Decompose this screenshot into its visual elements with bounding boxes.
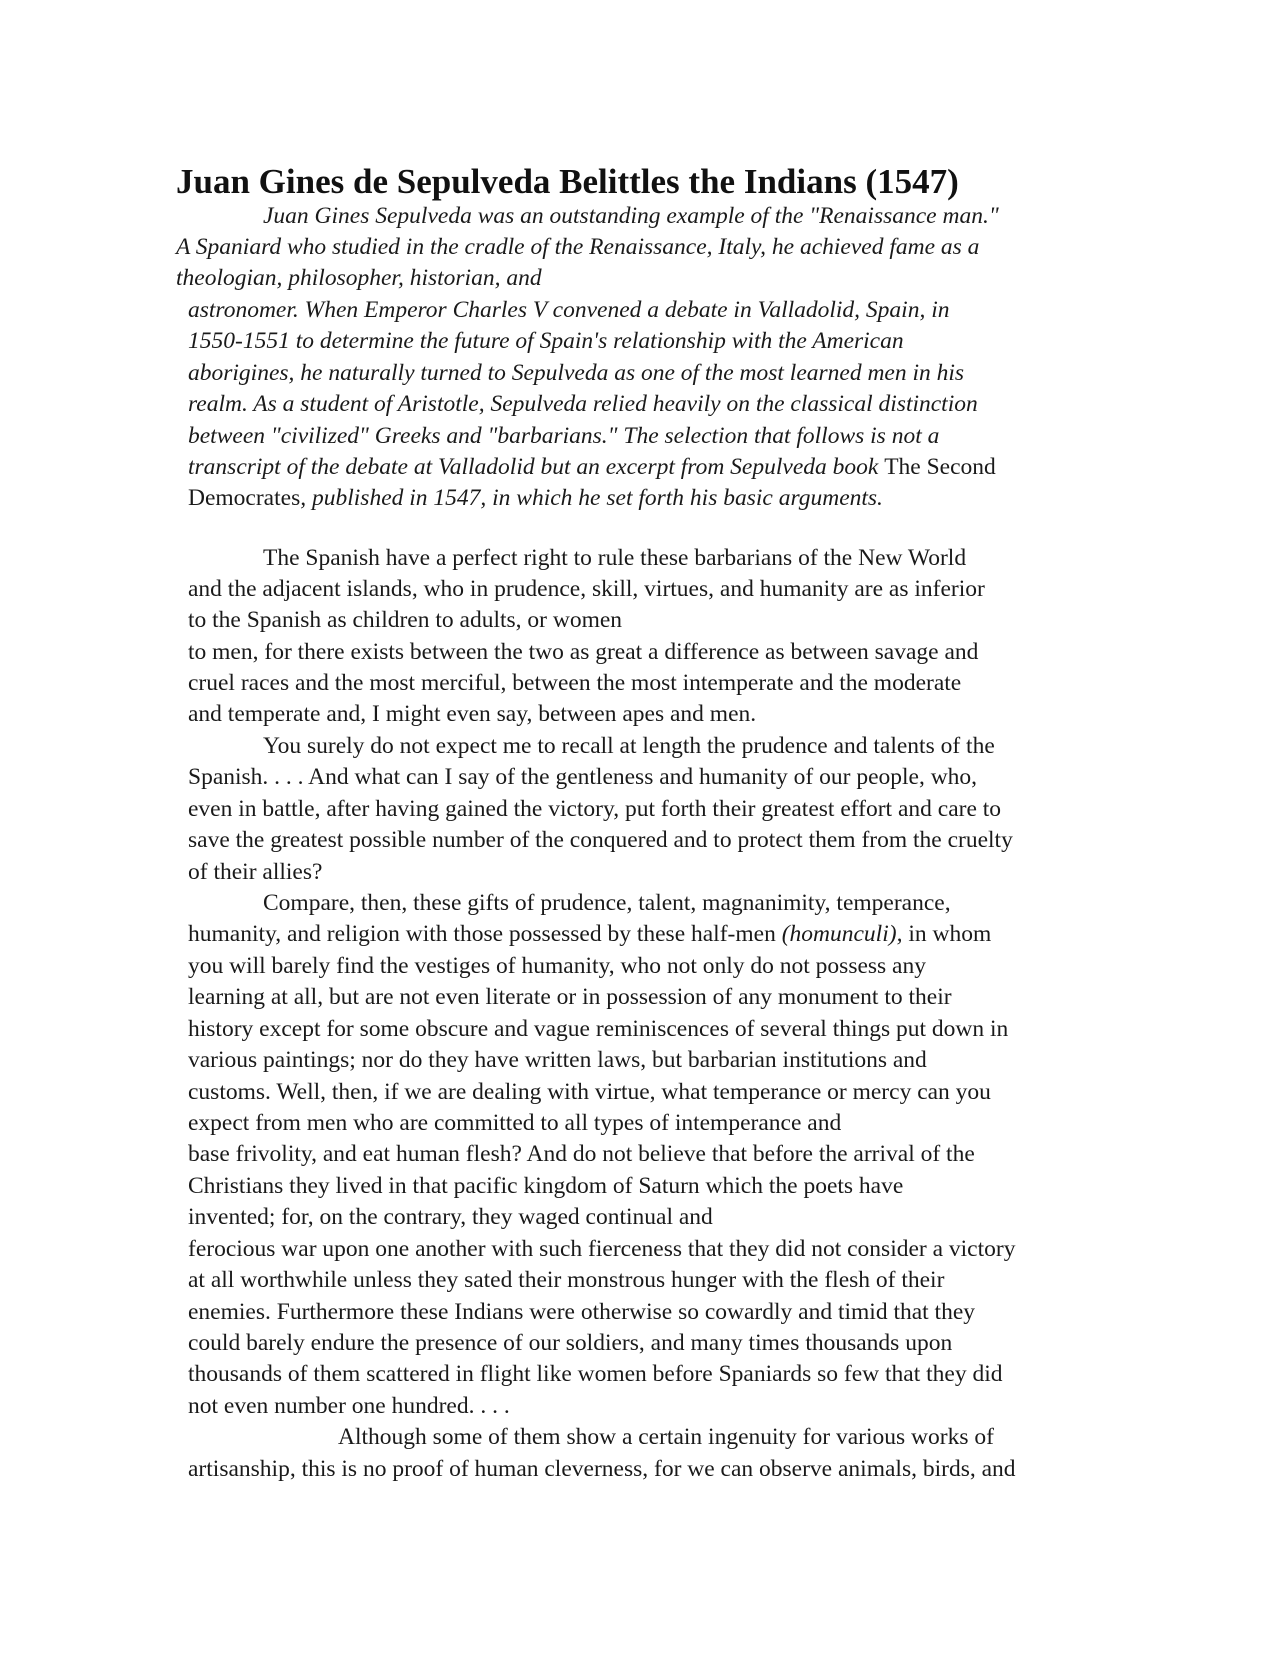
intro-line: astronomer. When Emperor Charles V convened a debate in Valladolid, Spain, in xyxy=(188,297,950,323)
intro-text: , published in 1547, in which he set forth his basic arguments. xyxy=(300,485,883,511)
body-line: and the adjacent islands, who in prudence, skill, virtues, and humanity are as inferior xyxy=(188,576,985,602)
intro-line: A Spaniard who studied in the cradle of the Renaissance, Italy, he achieved fame as a xyxy=(176,234,980,260)
intro-line: aborigines, he naturally turned to Sepulveda as one of the most learned men in his xyxy=(188,360,965,386)
body-line: thousands of them scattered in flight like women before Spaniards so few that they did xyxy=(188,1361,1003,1387)
body-line: Compare, then, these gifts of prudence, talent, magnanimity, temperance, xyxy=(263,890,951,916)
intro-text: transcript of the debate at Valladolid but an excerpt from Sepulveda book xyxy=(188,454,885,480)
body-line: enemies. Furthermore these Indians were otherwise so cowardly and timid that they xyxy=(188,1299,976,1325)
book-title-part-2: Democrates xyxy=(188,485,301,511)
body-line: could barely endure the presence of our soldiers, and many times thousands upon xyxy=(188,1330,953,1356)
body-line: at all worthwhile unless they sated their monstrous hunger with the flesh of their xyxy=(188,1267,945,1293)
document-title: Juan Gines de Sepulveda Belittles the Indians (1547) xyxy=(176,162,959,201)
body-line: learning at all, but are not even literate or in possession of any monument to their xyxy=(188,984,952,1010)
body-line: save the greatest possible number of the conquered and to protect them from the cruelty xyxy=(188,827,1013,853)
body-line: you will barely find the vestiges of humanity, who not only do not possess any xyxy=(188,953,926,979)
body-line: expect from men who are committed to all types of intemperance and xyxy=(188,1110,842,1136)
body-line: even in battle, after having gained the victory, put forth their greatest effort and care to xyxy=(188,796,1002,822)
homunculi-term: (homunculi), xyxy=(781,921,903,947)
intro-line: between "civilized" Greeks and "barbarians." The selection that follows is not a xyxy=(188,423,940,449)
body-text-run: humanity, and religion with those possessed by these half-men xyxy=(188,921,782,947)
body-line: to the Spanish as children to adults, or women xyxy=(188,607,623,633)
body-line: customs. Well, then, if we are dealing with virtue, what temperance or mercy can you xyxy=(188,1079,991,1105)
intro-line: theologian, philosopher, historian, and xyxy=(176,265,542,291)
body-line: artisanship, this is no proof of human cleverness, for we can observe animals, birds, and xyxy=(188,1456,1016,1482)
body-line: Christians they lived in that pacific kingdom of Saturn which the poets have xyxy=(188,1173,904,1199)
body-line: to men, for there exists between the two as great a difference as between savage and xyxy=(188,639,979,665)
intro-line: realm. As a student of Aristotle, Sepulveda relied heavily on the classical distinction xyxy=(188,391,978,417)
body-line: history except for some obscure and vague reminiscences of several things put down in xyxy=(188,1016,1009,1042)
page-cutoff xyxy=(0,1567,1280,1656)
intro-line: Juan Gines Sepulveda was an outstanding example of the "Renaissance man." xyxy=(263,203,999,229)
intro-line xyxy=(188,451,996,483)
body-line: The Spanish have a perfect right to rule these barbarians of the New World xyxy=(263,545,967,571)
intro-line: 1550-1551 to determine the future of Spain's relationship with the American xyxy=(188,328,904,354)
book-title-part-1: The Second xyxy=(884,454,996,480)
body-line: ferocious war upon one another with such fierceness that they did not consider a victory xyxy=(188,1236,1016,1262)
body-line: base frivolity, and eat human flesh? And do not believe that before the arrival of the xyxy=(188,1141,975,1167)
body-line: cruel races and the most merciful, between the most intemperate and the moderate xyxy=(188,670,962,696)
body-line: various paintings; nor do they have written laws, but barbarian institutions and xyxy=(188,1047,927,1073)
body-line: not even number one hundred. . . . xyxy=(188,1393,510,1419)
body-line: of their allies? xyxy=(188,859,323,885)
body-line: invented; for, on the contrary, they waged continual and xyxy=(188,1204,713,1230)
body-text-run: in whom xyxy=(902,921,992,947)
body-line: and temperate and, I might even say, between apes and men. xyxy=(188,701,757,727)
body-line: You surely do not expect me to recall at length the prudence and talents of the xyxy=(263,733,995,759)
body-line: Although some of them show a certain ingenuity for various works of xyxy=(338,1424,994,1450)
body-line: Spanish. . . . And what can I say of the gentleness and humanity of our people, who, xyxy=(188,764,978,790)
intro-line xyxy=(188,482,883,514)
body-line xyxy=(188,918,991,950)
